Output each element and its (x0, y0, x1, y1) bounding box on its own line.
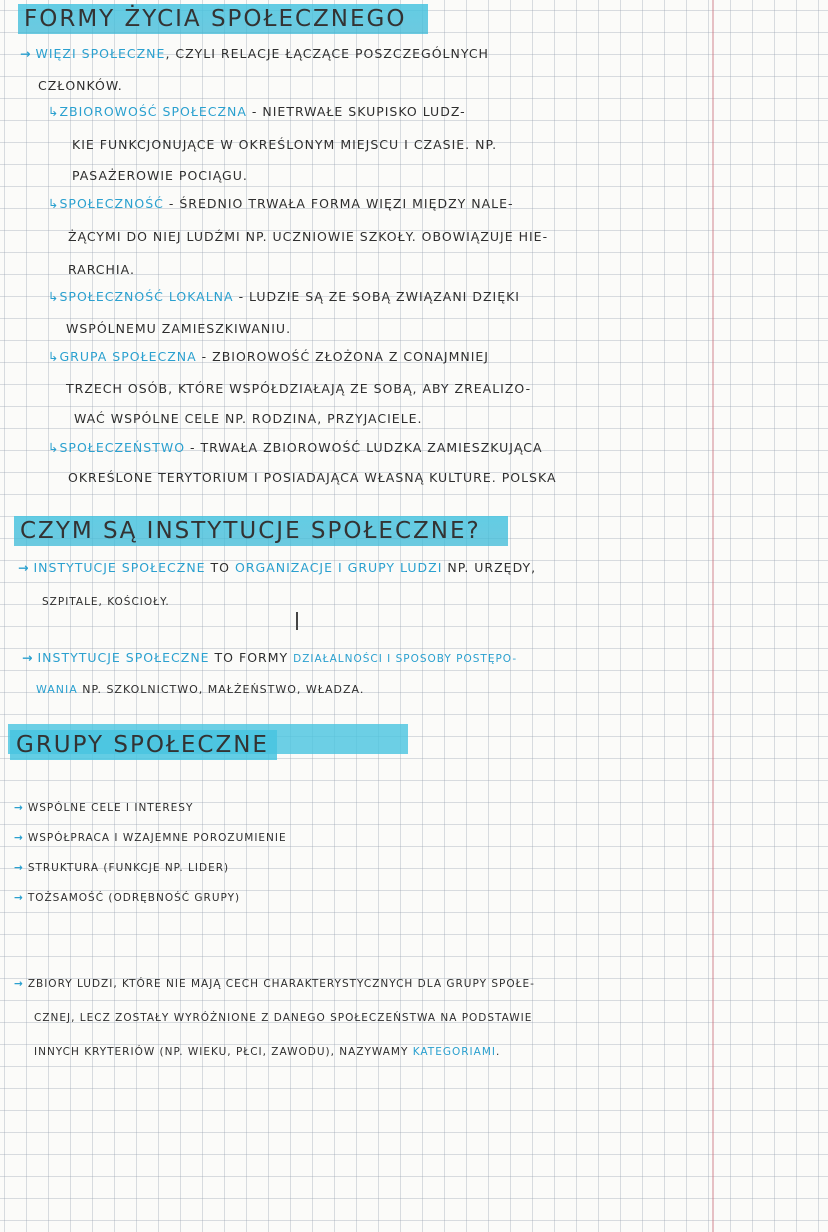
categories-note-text: CZNEJ, LECZ ZOSTAŁY WYRÓŻNIONE Z DANEGO SPOŁECZEŃSTWA NA PODSTAWIE (34, 1012, 533, 1024)
arrow-right-icon: → (14, 978, 24, 990)
definition-text: PASAŻEROWIE POCIĄGU. (72, 168, 248, 183)
definition-text: WAĆ WSPÓLNE CELE NP. RODZINA, PRZYJACIELE. (74, 411, 423, 426)
definition-text: KIE FUNKCJONUJĄCE W OKREŚLONYM MIEJSCU I CZASIE. NP. (72, 137, 498, 152)
definition-term: SPOŁECZEŃSTWO (59, 440, 186, 455)
term-institutions: INSTYTUCJE SPOŁECZNE (37, 650, 210, 665)
intro-line-2: CZŁONKÓW. (38, 78, 123, 93)
group-feature-item (14, 832, 287, 844)
institutions-line-2 (36, 682, 364, 698)
definition-item (48, 104, 466, 120)
categories-note-end: . (495, 1046, 501, 1058)
intro-line-1 (20, 46, 489, 62)
group-feature-text: WSPÓLNE CELE I INTERESY (27, 802, 194, 814)
definition-text: - ŚREDNIO TRWAŁA FORMA WIĘZI MIĘDZY NALE- (163, 196, 514, 211)
term-categories: KATEGORIAMI (412, 1046, 496, 1058)
definition-term: SPOŁECZNOŚĆ (59, 196, 164, 211)
institutions-text: TO (205, 560, 235, 575)
term-activities: WANIA (36, 683, 78, 696)
arrow-right-icon: → (14, 802, 24, 814)
definition-term: ZBIOROWOŚĆ SPOŁECZNA (59, 104, 247, 119)
institutions-text: NP. SZKOLNICTWO, MAŁŻEŃSTWO, WŁADZA. (77, 683, 365, 696)
arrow-right-icon: → (22, 650, 34, 665)
definition-text: - TRWAŁA ZBIOROWOŚĆ LUDZKA ZAMIESZKUJĄCA (185, 440, 543, 455)
group-feature-item (14, 862, 229, 874)
definition-term: GRUPA SPOŁECZNA (59, 349, 197, 364)
group-feature-item (14, 892, 240, 904)
section-heading-institutions: CZYM SĄ INSTYTUCJE SPOŁECZNE? (14, 516, 508, 546)
definition-text: TRZECH OSÓB, KTÓRE WSPÓŁDZIAŁAJĄ ZE SOBĄ, ABY ZREALIZO- (66, 381, 532, 396)
institutions-text: NP. URZĘDY, (442, 560, 537, 575)
categories-note-line-3 (34, 1046, 500, 1058)
definition-text: OKREŚLONE TERYTORIUM I POSIADAJĄCA WŁASNĄ KULTURE. POLSKA (68, 470, 557, 485)
definition-text: - ZBIOROWOŚĆ ZŁOŻONA Z CONAJMNIEJ (196, 349, 489, 364)
institutions-item-1 (18, 560, 536, 576)
group-feature-text: TOŻSAMOŚĆ (ODRĘBNOŚĆ GRUPY) (27, 892, 241, 904)
definition-item (48, 289, 520, 305)
group-feature-text: WSPÓŁPRACA I WZAJEMNE POROZUMIENIE (27, 832, 287, 844)
institutions-item-2 (22, 650, 517, 667)
categories-note-text: ZBIORY LUDZI, KTÓRE NIE MAJĄ CECH CHARAKTERYSTYCZNYCH DLA GRUPY SPOŁE- (27, 978, 535, 990)
definition-text: - NIETRWAŁE SKUPISKO LUDZ- (246, 104, 466, 119)
categories-note-text: INNYCH KRYTERIÓW (NP. WIEKU, PŁCI, ZAWODU), NAZYWAMY (34, 1046, 413, 1058)
term-social-bonds: WIĘZI SPOŁECZNE (35, 46, 166, 61)
sub-arrow-icon: ↳ (48, 349, 60, 364)
definition-item (48, 349, 489, 365)
institutions-text: TO FORMY (209, 650, 294, 665)
arrow-right-icon: → (18, 560, 30, 575)
term-institutions: INSTYTUCJE SPOŁECZNE (33, 560, 206, 575)
section-heading-forms: FORMY ŻYCIA SPOŁECZNEGO (18, 4, 428, 34)
pencil-mark (296, 612, 298, 630)
arrow-right-icon: → (14, 832, 24, 844)
definition-item (48, 196, 514, 212)
arrow-right-icon: → (14, 862, 24, 874)
term-organizations: ORGANIZACJE I GRUPY LUDZI (235, 560, 443, 575)
section-heading-groups: GRUPY SPOŁECZNE (10, 730, 277, 760)
sub-arrow-icon: ↳ (48, 104, 60, 119)
sub-arrow-icon: ↳ (48, 289, 60, 304)
definition-item (48, 440, 543, 456)
arrow-right-icon: → (20, 46, 32, 61)
definition-term: SPOŁECZNOŚĆ LOKALNA (59, 289, 234, 304)
definition-text: - LUDZIE SĄ ZE SOBĄ ZWIĄZANI DZIĘKI (233, 289, 520, 304)
definition-text: RARCHIA. (68, 262, 135, 277)
group-feature-text: STRUKTURA (FUNKCJE NP. LIDER) (27, 862, 230, 874)
sub-arrow-icon: ↳ (48, 196, 60, 211)
sub-arrow-icon: ↳ (48, 440, 60, 455)
institutions-text: SZPITALE, KOŚCIOŁY. (42, 596, 170, 608)
term-activities: DZIAŁALNOŚCI I SPOSOBY POSTĘPO- (293, 653, 518, 665)
intro-text-1: , CZYLI RELACJE ŁĄCZĄCE POSZCZEGÓLNYCH (165, 46, 489, 61)
categories-note-line-1 (14, 978, 535, 990)
group-feature-item (14, 802, 193, 814)
definition-text: ŻĄCYMI DO NIEJ LUDŹMI NP. UCZNIOWIE SZKOŁY. OBOWIĄZUJE HIE- (68, 229, 549, 244)
definition-text: WSPÓLNEMU ZAMIESZKIWANIU. (66, 321, 292, 336)
arrow-right-icon: → (14, 892, 24, 904)
